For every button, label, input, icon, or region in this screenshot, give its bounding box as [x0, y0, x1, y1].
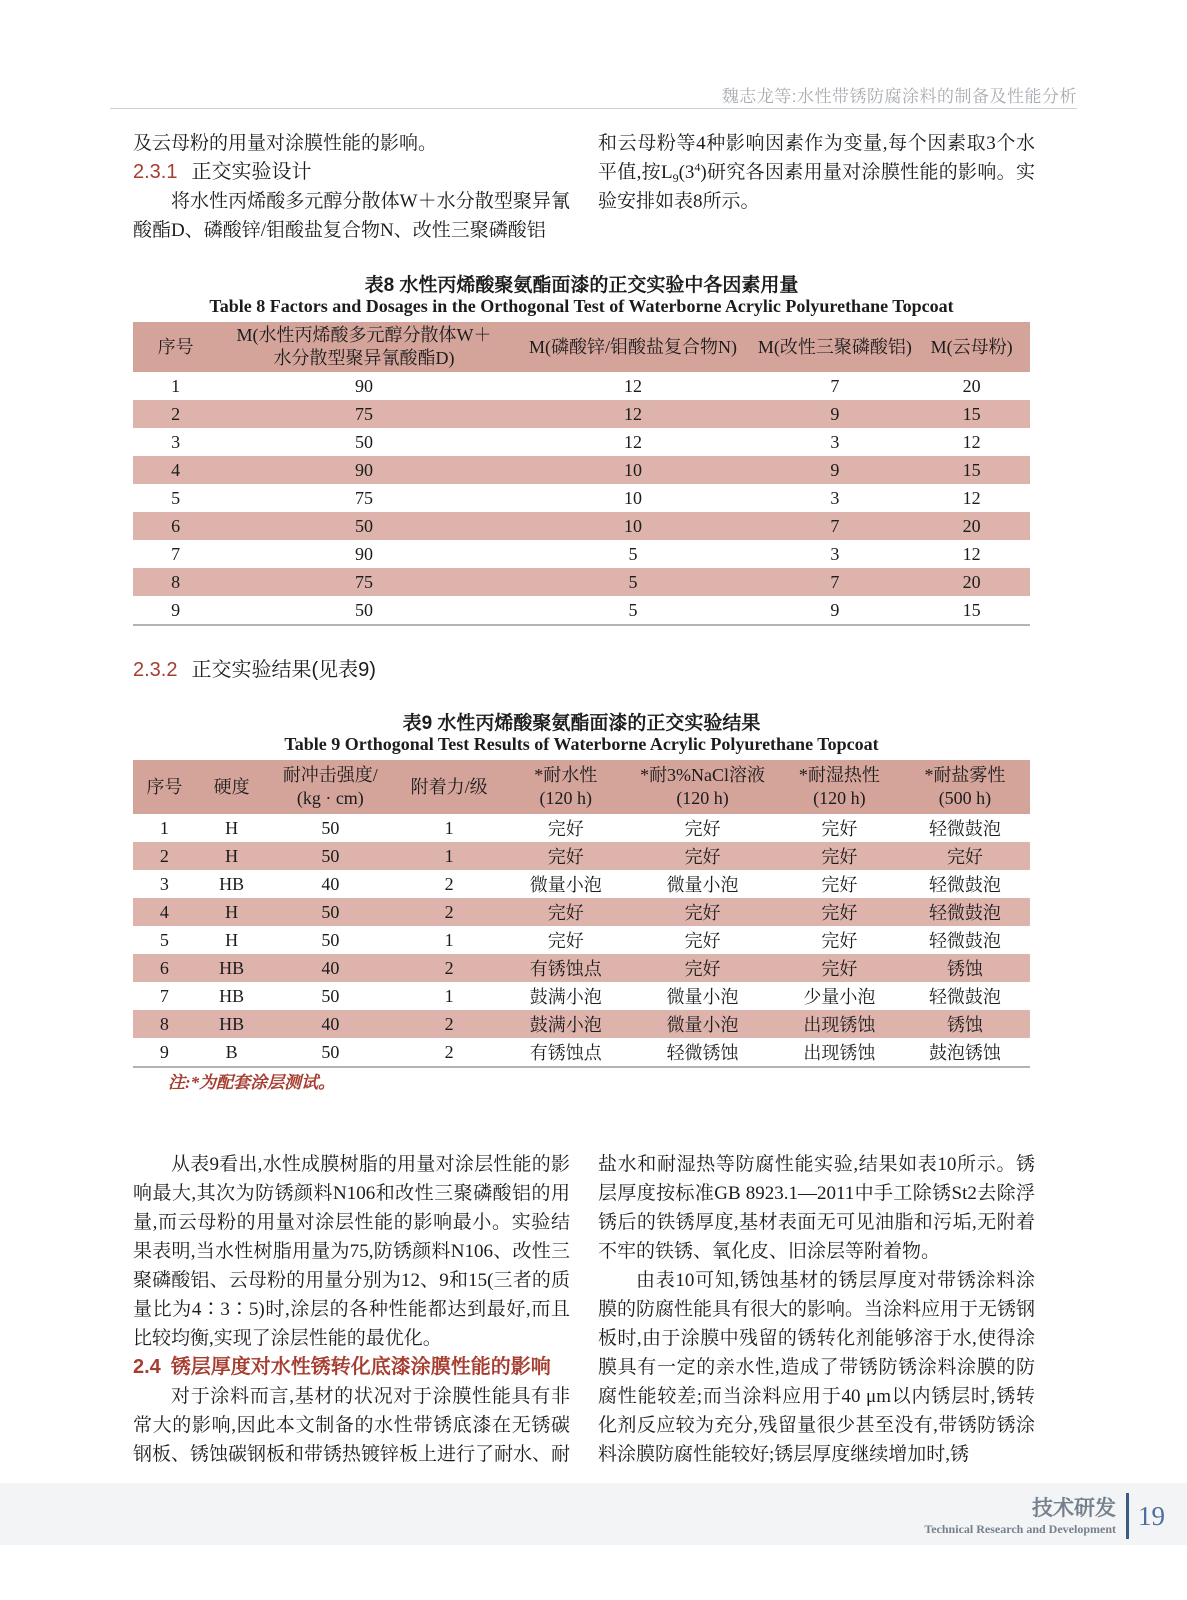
table-cell: 1: [444, 845, 454, 866]
table-row: [133, 1010, 1030, 1038]
table-cell: 12: [624, 431, 643, 452]
table-cell: 轻微鼓泡: [928, 819, 1001, 839]
table-cell: 75: [354, 571, 373, 592]
table-cell: 轻微鼓泡: [928, 875, 1001, 895]
table-cell: 12: [624, 375, 643, 396]
table-cell: 3: [830, 487, 840, 508]
table9-header-row: [133, 760, 1030, 814]
table-cell: 9: [830, 599, 840, 620]
table-cell: 5: [171, 487, 181, 508]
table-cell: 完好: [547, 931, 584, 951]
table-cell: B: [225, 1041, 238, 1062]
table-cell: 9: [830, 459, 840, 480]
table-row: [133, 540, 1030, 568]
table-cell: 50: [321, 985, 340, 1006]
table-cell: 12: [962, 431, 981, 452]
page-number: 19: [1138, 1500, 1165, 1531]
table-cell: 7: [830, 375, 840, 396]
table-cell: 9: [159, 1041, 169, 1062]
table-row: [133, 372, 1030, 400]
table-cell: HB: [219, 985, 245, 1006]
table-cell: 10: [624, 515, 643, 536]
table-cell: 3: [171, 431, 181, 452]
footer: [924, 1490, 1165, 1542]
table-cell: 40: [321, 873, 340, 894]
table-row: [133, 512, 1030, 540]
table-cell: 出现锈蚀: [803, 1015, 876, 1035]
table-cell: 50: [354, 431, 373, 452]
column-header: M(水性丙烯酸多元醇分散体W＋ 水分散型聚异氰酸酯D): [236, 325, 492, 368]
subscript: 9: [672, 171, 679, 185]
table-cell: 完好: [821, 819, 858, 839]
table-row: [133, 568, 1030, 596]
table-cell: H: [225, 901, 239, 922]
table9: [133, 760, 1030, 1068]
section-number: 2.3.1: [133, 161, 178, 183]
table-cell: 50: [321, 1041, 340, 1062]
column-header: *耐水性 (120 h): [534, 765, 598, 808]
intro-left-paragraph: 将水性丙烯酸多元醇分散体W＋水分散型聚异氰酸酯D、磷酸锌/钼酸盐复合物N、改性三聚磷酸铝: [133, 191, 570, 241]
intro-right-paragraph: [598, 129, 1035, 216]
table-cell: 有锈蚀点: [529, 959, 602, 979]
table-cell: H: [225, 817, 239, 838]
discussion-paragraph: 由表10可知,锈蚀基材的锈层厚度对带锈涂料涂膜的防腐性能具有很大的影响。当涂料应用于无锈钢板时,由于涂膜中残留的锈转化剂能够溶于水,使得涂膜具有一定的亲水性,造成了带锈防锈涂料涂膜的防腐性能较差;而当涂料应用于40 μm以内锈层时,锈转化剂反应较为充分,残留量很少甚至没有,带锈防锈涂料涂膜防腐性能较好;锈层厚度继续增加时,锈: [598, 1270, 1036, 1465]
table9-note: 注:*为配套涂层测试。: [168, 1073, 336, 1092]
table-cell: 完好: [684, 847, 721, 867]
column-header: *耐湿热性 (120 h): [798, 765, 880, 808]
table-row: [133, 898, 1030, 926]
table-cell: 12: [962, 543, 981, 564]
table-cell: 5: [628, 599, 638, 620]
section-title: 锈层厚度对水性锈转化底漆涂膜性能的影响: [170, 1356, 551, 1378]
footer-section-labels: [924, 1496, 1116, 1537]
table8: [133, 322, 1030, 626]
table-cell: 完好: [684, 931, 721, 951]
column-header: 序号: [157, 336, 194, 357]
column-header: *耐3%NaCl溶液 (120 h): [640, 765, 766, 808]
table-cell: 12: [962, 487, 981, 508]
header-rule: [110, 108, 1077, 109]
table-cell: 50: [321, 901, 340, 922]
column-header: 耐冲击强度/ (kg · cm): [282, 765, 378, 808]
table-cell: 鼓满小泡: [529, 1015, 602, 1035]
discussion-paragraph: 对于涂料而言,基材的状况对于涂膜性能具有非常大的影响,因此本文制备的水性带锈底漆在无锈碳钢板、锈蚀碳钢板和带锈热镀锌板上进行了耐水、耐: [133, 1386, 571, 1465]
table-cell: HB: [219, 1013, 245, 1034]
table-cell: 微量小泡: [666, 875, 739, 895]
table-cell: 5: [628, 571, 638, 592]
table-cell: 4: [171, 459, 181, 480]
section-title: 正交实验设计: [191, 161, 312, 183]
table-cell: 50: [321, 817, 340, 838]
table-row: [133, 596, 1030, 624]
text-run: 和云母粉等4种影响因素作为变量,每个因素取3个水平值,按L: [598, 133, 1035, 183]
section-heading-2-3-1: [133, 158, 570, 187]
table-cell: 鼓满小泡: [529, 987, 602, 1007]
table-cell: 15: [962, 599, 981, 620]
text-run: )研究各因素用量对涂膜性能的影响。实验安排如表8所示。: [598, 162, 1035, 212]
table-cell: 完好: [821, 903, 858, 923]
table-cell: 1: [444, 817, 454, 838]
table-cell: 3: [830, 543, 840, 564]
table-cell: 完好: [821, 847, 858, 867]
discussion-paragraph: 盐水和耐湿热等防腐性能实验,结果如表10所示。锈层厚度按标准GB 8923.1—2011中手工除锈St2去除浮锈后的铁锈厚度,基材表面无可见油脂和污垢,无附着不牢的铁锈、氧化皮、旧涂层等附着物。: [598, 1154, 1035, 1262]
table-cell: 8: [171, 571, 181, 592]
table-cell: 锈蚀: [946, 959, 983, 979]
column-header: 序号: [146, 776, 183, 797]
table-cell: 微量小泡: [666, 1015, 739, 1035]
discussion-paragraph: 从表9看出,水性成膜树脂的用量对涂层性能的影响最大,其次为防锈颜料N106和改性三聚磷酸铝的用量,而云母粉的用量对涂层性能的影响最小。实验结果表明,当水性树脂用量为75,防锈颜料N106、改性三聚磷酸铝、云母粉的用量分别为12、9和15(三者的质量比为4∶3∶5)时,涂层的各种性能都达到最好,而且比较均衡,实现了涂层性能的最优化。: [133, 1154, 570, 1349]
table-cell: 15: [962, 403, 981, 424]
table-row: [133, 982, 1030, 1010]
section-heading-2-4: [133, 1353, 570, 1382]
table-cell: 5: [628, 543, 638, 564]
table-cell: 75: [354, 403, 373, 424]
section-title: 正交实验结果(见表9): [191, 659, 376, 681]
section-number: 2.4: [133, 1356, 161, 1378]
table-cell: 20: [962, 375, 981, 396]
table-cell: 90: [354, 459, 373, 480]
table9-title-en: Table 9 Orthogonal Test Results of Waterborne Acrylic Polyurethane Topcoat: [284, 734, 879, 754]
table-row: [133, 1038, 1030, 1066]
table-row: [133, 456, 1030, 484]
table-cell: 轻微鼓泡: [928, 987, 1001, 1007]
table-cell: 完好: [946, 847, 983, 867]
table-cell: 完好: [547, 819, 584, 839]
table8-header-row: [133, 322, 1030, 372]
table-row: [133, 814, 1030, 842]
table-cell: 2: [444, 1013, 454, 1034]
table-cell: 50: [354, 599, 373, 620]
table-cell: 微量小泡: [529, 875, 602, 895]
carryover-line: 及云母粉的用量对涂膜性能的影响。: [133, 133, 438, 154]
table-cell: 50: [321, 845, 340, 866]
column-header: 硬度: [213, 776, 250, 797]
table-cell: 2: [444, 1041, 454, 1062]
table-cell: H: [225, 845, 239, 866]
table-cell: 1: [444, 985, 454, 1006]
table-cell: 完好: [684, 903, 721, 923]
table8-title-en: Table 8 Factors and Dosages in the Orthogonal Test of Waterborne Acrylic Polyurethane Topcoat: [209, 296, 954, 316]
table-cell: 2: [444, 873, 454, 894]
table-cell: 8: [159, 1013, 169, 1034]
intro-right-column: [598, 129, 1035, 216]
table-cell: 完好: [684, 819, 721, 839]
table-cell: 40: [321, 1013, 340, 1034]
table-cell: HB: [219, 873, 245, 894]
table-cell: 出现锈蚀: [803, 1043, 876, 1063]
table-cell: 1: [171, 375, 181, 396]
running-head: 魏志龙等:水性带锈防腐涂料的制备及性能分析: [721, 87, 1077, 106]
table-cell: 10: [624, 487, 643, 508]
table-cell: 2: [159, 845, 169, 866]
table-cell: H: [225, 929, 239, 950]
footer-section-en: Technical Research and Development: [924, 1521, 1116, 1536]
section-heading-2-3-2: [133, 656, 376, 685]
table-cell: 7: [830, 571, 840, 592]
table-row: [133, 870, 1030, 898]
table-cell: 7: [830, 515, 840, 536]
table-cell: 轻微鼓泡: [928, 903, 1001, 923]
discussion-right-column: [598, 1150, 1035, 1469]
table-row: [133, 842, 1030, 870]
table9-title-cn: 表9 水性丙烯酸聚氨酯面漆的正交实验结果: [402, 713, 761, 734]
column-header: M(磷酸锌/钼酸盐复合物N): [529, 336, 738, 357]
table-cell: 2: [444, 957, 454, 978]
table-cell: 5: [159, 929, 169, 950]
table-row: [133, 954, 1030, 982]
intro-left-column: [133, 129, 570, 245]
column-header: *耐盐雾性 (500 h): [924, 765, 1006, 808]
table-cell: 完好: [684, 959, 721, 979]
table-cell: 50: [321, 929, 340, 950]
table8-body: [133, 372, 1030, 624]
table8-title-cn: 表8 水性丙烯酸聚氨酯面漆的正交实验中各因素用量: [364, 275, 799, 296]
column-header: M(云母粉): [930, 336, 1013, 357]
table-cell: 轻微锈蚀: [666, 1043, 739, 1063]
table-cell: 75: [354, 487, 373, 508]
table-cell: 少量小泡: [803, 987, 876, 1007]
table-cell: 轻微鼓泡: [928, 931, 1001, 951]
table-cell: 完好: [821, 875, 858, 895]
table-cell: 完好: [547, 903, 584, 923]
table-cell: 6: [171, 515, 181, 536]
text-run: (3: [678, 162, 695, 183]
footer-divider-bar: [1126, 1493, 1129, 1539]
table-cell: 2: [171, 403, 181, 424]
table-cell: 1: [159, 817, 169, 838]
table-cell: 20: [962, 515, 981, 536]
table-cell: 12: [624, 403, 643, 424]
column-header: M(改性三聚磷酸铝): [757, 336, 912, 357]
table-cell: 7: [171, 543, 181, 564]
table-cell: HB: [219, 957, 245, 978]
table-cell: 15: [962, 459, 981, 480]
table-cell: 完好: [547, 847, 584, 867]
column-header: 附着力/级: [410, 776, 488, 797]
table-row: [133, 926, 1030, 954]
table-cell: 40: [321, 957, 340, 978]
table-cell: 1: [444, 929, 454, 950]
table-cell: 9: [171, 599, 181, 620]
table-cell: 6: [159, 957, 169, 978]
section-number: 2.3.2: [133, 659, 178, 681]
table-cell: 90: [354, 543, 373, 564]
superscript: 4: [694, 160, 701, 174]
table-cell: 微量小泡: [666, 987, 739, 1007]
table-cell: 3: [830, 431, 840, 452]
table-cell: 50: [354, 515, 373, 536]
table-cell: 完好: [821, 931, 858, 951]
footer-section-cn: 技术研发: [1032, 1496, 1116, 1520]
table-cell: 鼓泡锈蚀: [928, 1043, 1001, 1063]
table-cell: 10: [624, 459, 643, 480]
table-cell: 20: [962, 571, 981, 592]
table-row: [133, 400, 1030, 428]
table-cell: 7: [159, 985, 169, 1006]
table-cell: 锈蚀: [946, 1015, 983, 1035]
table-cell: 完好: [821, 959, 858, 979]
table-cell: 有锈蚀点: [529, 1043, 602, 1063]
table-cell: 2: [444, 901, 454, 922]
discussion-left-column: [133, 1150, 570, 1469]
table-cell: 4: [159, 901, 169, 922]
table-row: [133, 484, 1030, 512]
table-row: [133, 428, 1030, 456]
table-cell: 9: [830, 403, 840, 424]
table9-body: [133, 814, 1030, 1066]
table-cell: 90: [354, 375, 373, 396]
table-cell: 3: [159, 873, 169, 894]
